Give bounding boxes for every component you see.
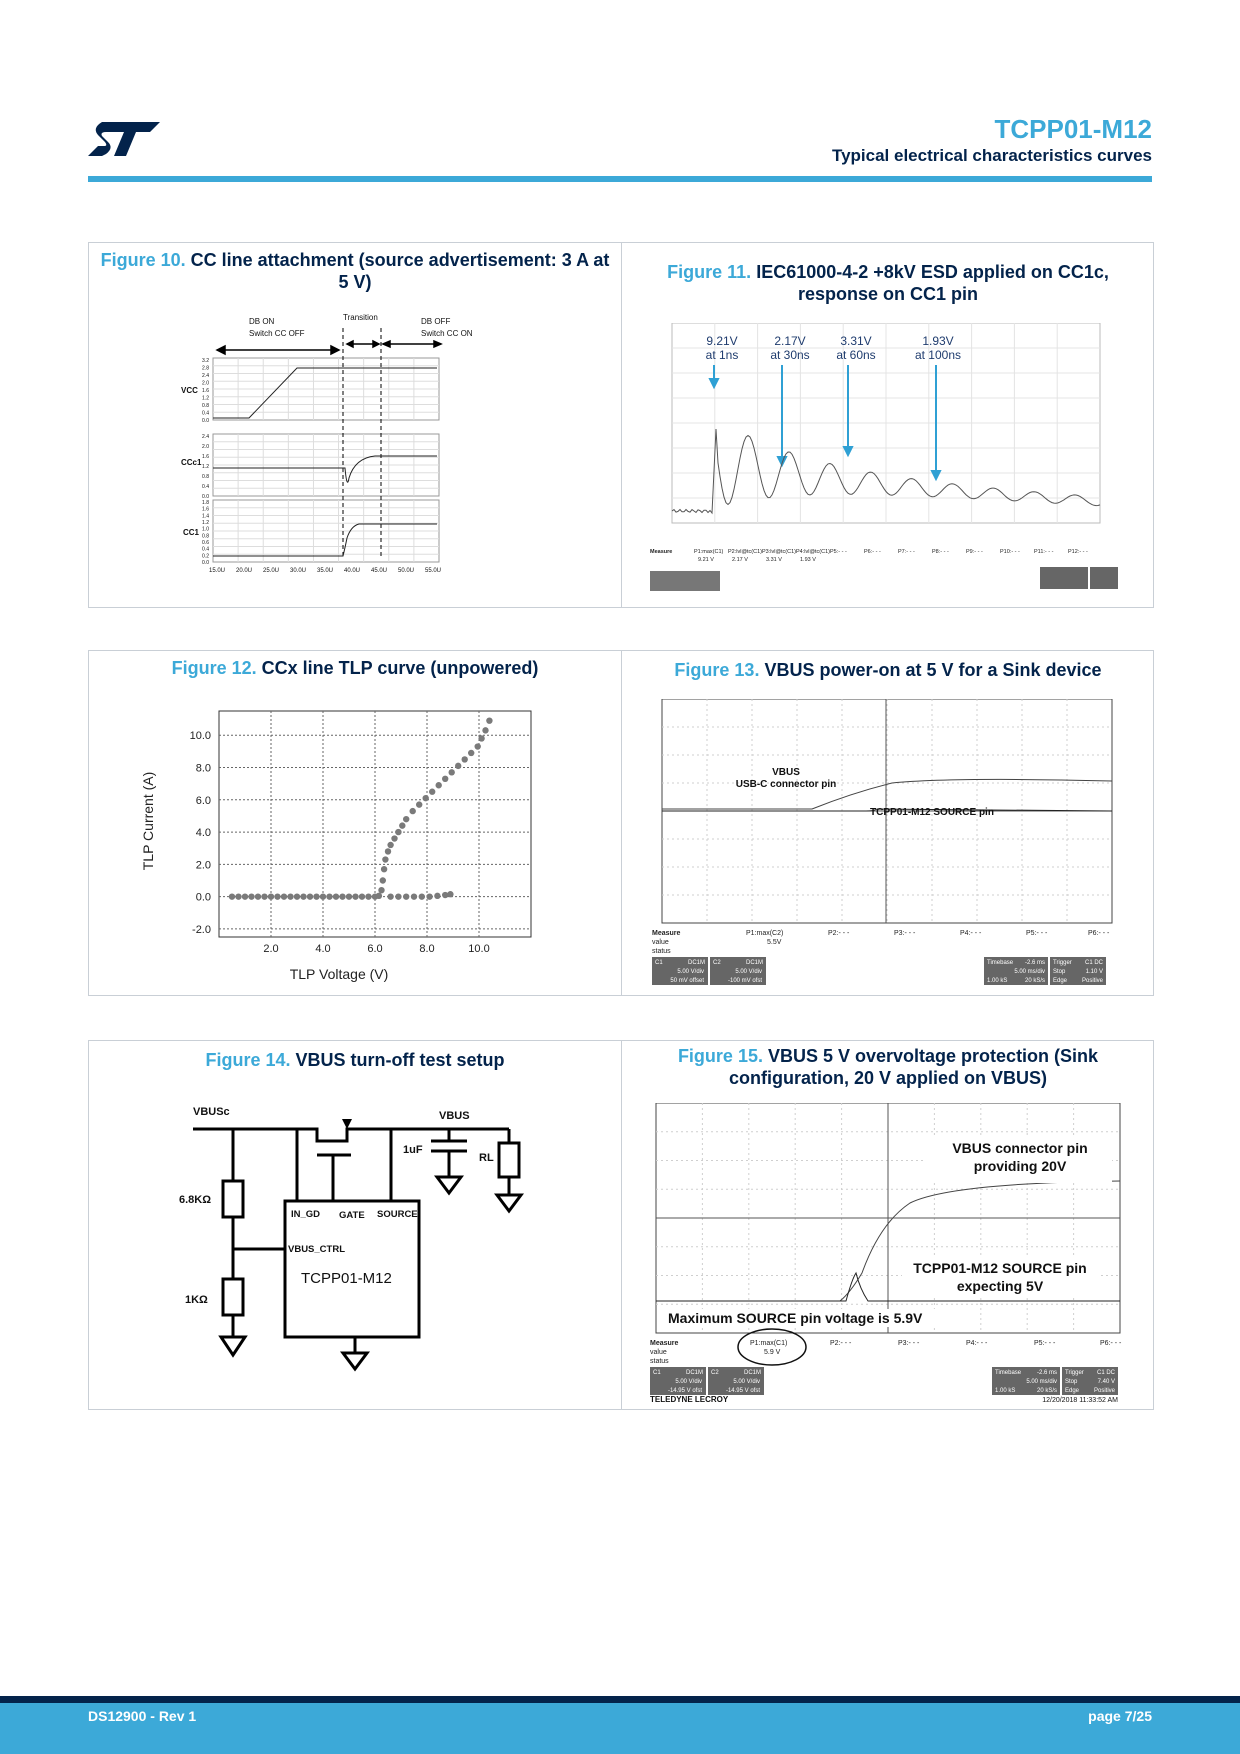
- label-r1: 6.8KΩ: [179, 1194, 212, 1206]
- data-point: [478, 735, 484, 741]
- data-point: [352, 893, 358, 899]
- y-tick-label: 1.2: [202, 520, 209, 526]
- x-tick-label: 20.0U: [235, 568, 253, 574]
- data-point: [385, 848, 391, 854]
- figure-number: Figure 11.: [667, 262, 752, 282]
- figure-title: CC line attachment (source advertisement: 3 A at 5 V): [190, 250, 610, 292]
- data-point: [381, 866, 387, 872]
- data-point: [255, 893, 261, 899]
- label-switch-off: Switch CC OFF: [249, 329, 305, 338]
- measure-param: P11:- - -: [1034, 549, 1054, 555]
- timebase-div: 5.00 ms/div: [1014, 969, 1045, 975]
- channel-coupling: DC1M: [746, 960, 764, 966]
- measure-param: P2:- - -: [828, 930, 850, 937]
- annotation-value: 1.93V: [922, 334, 954, 348]
- channel-name: C1: [655, 960, 663, 966]
- y-tick-label: 0.4: [202, 546, 209, 553]
- y-tick-label: 0.8: [202, 533, 209, 540]
- data-point: [416, 801, 422, 807]
- data-point: [449, 769, 455, 775]
- data-point: [403, 816, 409, 822]
- data-point: [235, 893, 241, 899]
- data-point: [339, 893, 345, 899]
- trigger-label: Trigger: [1053, 960, 1072, 966]
- y-tick-label: 3.2: [202, 358, 209, 364]
- measure-value-label: value: [652, 939, 669, 946]
- section-title: Typical electrical characteristics curves: [831, 146, 1152, 165]
- y-tick-label: 8.0: [195, 762, 211, 775]
- figure-11-scope: [650, 323, 1126, 599]
- y-tick-label: 0.0: [202, 494, 209, 500]
- x-tick-label: 10.0: [468, 943, 490, 955]
- figure-title: VBUS turn-off test setup: [295, 1050, 505, 1070]
- label-cc1: CC1: [183, 528, 200, 537]
- data-point: [395, 829, 401, 835]
- y-tick-label: 2.4: [202, 434, 209, 440]
- measure-param: P4:- - -: [960, 930, 982, 937]
- data-point: [300, 893, 306, 899]
- channel-coupling: DC1M: [686, 1370, 704, 1376]
- channel-name: C2: [711, 1370, 719, 1376]
- measure-param: P5:- - -: [1034, 1340, 1056, 1347]
- annotation-value: 2.17V: [774, 334, 806, 348]
- channel-offset: -14.95 V ofst: [725, 1388, 760, 1394]
- pin-source: SOURCE: [377, 1209, 418, 1220]
- data-point: [426, 893, 432, 899]
- y-tick-label: 1.0: [202, 526, 209, 533]
- trigger-state: Stop: [1065, 1379, 1078, 1385]
- x-tick-label: 55.0U: [424, 568, 442, 574]
- data-point: [387, 842, 393, 848]
- data-point: [403, 893, 409, 899]
- measure-param: P3:- - -: [894, 930, 916, 937]
- x-tick-label: 25.0U: [262, 568, 280, 574]
- figure-title: VBUS power-on at 5 V for a Sink device: [764, 660, 1102, 680]
- chart-xlabel: TLP Voltage (V): [289, 966, 389, 982]
- figure-15-scope: [650, 1103, 1130, 1403]
- figure-row-1: [88, 242, 1154, 608]
- channel-name: C1: [653, 1370, 661, 1376]
- trigger-type: Edge: [1053, 978, 1068, 984]
- data-point: [486, 717, 492, 723]
- measure-value: 9.21 V: [698, 557, 714, 563]
- data-point: [359, 893, 365, 899]
- channel-offset: -100 mV ofst: [727, 978, 762, 984]
- label-vbus: VBUS: [439, 1110, 470, 1122]
- x-tick-label: 6.0: [367, 943, 383, 955]
- data-point: [365, 893, 371, 899]
- y-tick-label: 0.4: [202, 410, 209, 417]
- scope-brand: TELEDYNE LECROY: [650, 1395, 729, 1403]
- data-point: [436, 782, 442, 788]
- measure-p1-value: 5.9 V: [764, 1349, 781, 1356]
- data-point: [387, 893, 393, 899]
- measure-value-label: value: [650, 1349, 667, 1356]
- x-tick-label: 2.0: [263, 943, 279, 955]
- figure-10-caption: [99, 249, 611, 293]
- label-db-off: DB OFF: [421, 317, 451, 326]
- y-tick-label: 2.0: [195, 859, 211, 872]
- figure-15: [621, 1041, 1154, 1409]
- figure-title: IEC61000-4-2 +8kV ESD applied on CC1c, response on CC1 pin: [756, 262, 1109, 304]
- figure-number: Figure 12.: [171, 658, 257, 678]
- data-point: [391, 835, 397, 841]
- pin-gate: GATE: [339, 1210, 365, 1221]
- trigger-level: 1.10 V: [1085, 969, 1103, 975]
- measure-label: Measure: [652, 930, 681, 937]
- channel-scale: 5.00 V/div: [733, 1379, 760, 1385]
- timebase-rate: 20 kS/s: [1024, 978, 1045, 984]
- measure-param: P6:- - -: [1088, 930, 1110, 937]
- x-tick-label: 35.0U: [316, 568, 334, 574]
- data-point: [380, 877, 386, 883]
- figure-title: VBUS 5 V overvoltage protection (Sink configuration, 20 V applied on VBUS): [728, 1046, 1099, 1088]
- measure-param: P2:- - -: [830, 1340, 852, 1347]
- timebase-delay: -2.6 ms: [1024, 960, 1045, 966]
- y-tick-label: 0.0: [202, 418, 209, 424]
- data-point: [429, 789, 435, 795]
- trigger-state: Stop: [1053, 969, 1066, 975]
- data-point: [378, 887, 384, 893]
- x-tick-label: 50.0U: [397, 568, 415, 574]
- y-tick-label: 0.8: [202, 474, 209, 480]
- y-tick-label: 0.0: [195, 891, 211, 904]
- label-vbus-pin: VBUS connector pin: [952, 1140, 1088, 1156]
- data-point: [248, 893, 254, 899]
- tlp-chart: [139, 701, 579, 983]
- timebase-label: Timebase: [995, 1370, 1022, 1376]
- data-point: [434, 893, 440, 899]
- x-tick-label: 30.0U: [289, 568, 307, 574]
- annotation-value: 3.31V: [840, 334, 872, 348]
- channel-coupling: DC1M: [688, 960, 706, 966]
- timebase-div: 5.00 ms/div: [1026, 1379, 1057, 1385]
- figure-row-2: [88, 650, 1154, 996]
- data-point: [261, 893, 267, 899]
- channel-offset: 50 mV offset: [670, 978, 704, 984]
- measure-param: P3:- - -: [898, 1340, 920, 1347]
- header-rule: [88, 176, 1152, 182]
- annotation-time: at 100ns: [914, 348, 962, 362]
- data-point: [411, 893, 417, 899]
- channel-scale: 5.00 V/div: [677, 969, 704, 975]
- annotation-time: at 30ns: [770, 348, 810, 362]
- figure-12-caption: [99, 657, 611, 679]
- x-tick-label: 45.0U: [370, 568, 388, 574]
- measure-value: 1.93 V: [800, 557, 816, 563]
- data-point: [447, 891, 453, 897]
- x-tick-label: 40.0U: [343, 568, 361, 574]
- timebase-samples: 1.00 kS: [987, 978, 1008, 984]
- figure-number: Figure 14.: [205, 1050, 291, 1070]
- data-point: [410, 808, 416, 814]
- measure-param: P12:- - -: [1068, 549, 1088, 555]
- footer-page-number: page 7/25: [1088, 1708, 1152, 1724]
- y-tick-label: 2.8: [202, 365, 209, 372]
- data-point: [229, 893, 235, 899]
- data-point: [399, 822, 405, 828]
- label-max-voltage: Maximum SOURCE pin voltage is 5.9V: [668, 1310, 923, 1326]
- y-tick-label: 2.0: [202, 380, 209, 387]
- timebase-label: Timebase: [987, 960, 1014, 966]
- measure-label: Measure: [650, 549, 673, 555]
- label-ccc1: CCc1: [181, 458, 202, 467]
- measure-param: P5:- - -: [1026, 930, 1048, 937]
- figure-14-schematic: [149, 1097, 569, 1397]
- data-point: [274, 893, 280, 899]
- data-point: [268, 893, 274, 899]
- figure-title: CCx line TLP curve (unpowered): [261, 658, 539, 678]
- measure-param: P10:- - -: [1000, 549, 1020, 555]
- label-r2: 1KΩ: [185, 1294, 208, 1306]
- timebase-samples: 1.00 kS: [995, 1388, 1016, 1394]
- scope-timestamp: 12/20/2018 11:33:52 AM: [1042, 1397, 1118, 1403]
- y-tick-label: 1.6: [202, 388, 209, 394]
- y-tick-label: 0.2: [202, 553, 209, 560]
- label-vbusc: VBUSc: [193, 1106, 230, 1118]
- x-tick-label: 15.0U: [208, 568, 226, 574]
- measure-p1: P1:max(C1): [750, 1340, 788, 1347]
- data-point: [455, 763, 461, 769]
- y-tick-label: 0.0: [202, 560, 209, 566]
- data-point: [395, 893, 401, 899]
- measure-status-label: status: [652, 948, 671, 955]
- measure-param: P4:lvl@tc(C1): [796, 549, 831, 555]
- y-tick-label: 1.2: [202, 464, 209, 470]
- data-point: [294, 893, 300, 899]
- figure-13: [621, 651, 1154, 995]
- y-tick-label: -2.0: [192, 923, 211, 936]
- footer-rule: [0, 1696, 1240, 1703]
- figure-11-caption: [632, 261, 1144, 305]
- data-point: [313, 893, 319, 899]
- measure-param: P6:- - -: [1100, 1340, 1122, 1347]
- measure-param: P7:- - -: [898, 549, 915, 555]
- trigger-type: Edge: [1065, 1388, 1080, 1394]
- trigger-mode: C1 DC: [1084, 960, 1103, 966]
- figure-11: [621, 243, 1154, 607]
- timebase-delay: -2.6 ms: [1036, 1370, 1057, 1376]
- data-point: [320, 893, 326, 899]
- channel-name: C2: [713, 960, 721, 966]
- figure-12: [89, 651, 621, 995]
- figure-row-3: [88, 1040, 1154, 1410]
- label-source-pin: TCPP01-M12 SOURCE pin: [870, 807, 994, 818]
- label-transition: Transition: [343, 313, 378, 322]
- footer-doc-id: DS12900 - Rev 1: [88, 1708, 197, 1724]
- data-point: [442, 776, 448, 782]
- data-point: [281, 893, 287, 899]
- label-expecting: expecting 5V: [956, 1278, 1044, 1294]
- trigger-label: Trigger: [1065, 1370, 1084, 1376]
- measure-value: 3.31 V: [766, 557, 782, 563]
- data-point: [333, 893, 339, 899]
- figure-number: Figure 10.: [100, 250, 186, 270]
- x-tick-label: 4.0: [315, 943, 331, 955]
- measure-p1-value: 5.5V: [767, 939, 782, 946]
- data-point: [475, 743, 481, 749]
- channel-scale: 5.00 V/div: [735, 969, 762, 975]
- figure-13-caption: [632, 659, 1144, 681]
- data-point: [419, 893, 425, 899]
- measure-label: Measure: [650, 1340, 679, 1347]
- data-point: [346, 893, 352, 899]
- pin-in-gd: IN_GD: [291, 1209, 321, 1220]
- label-vcc: VCC: [181, 386, 198, 395]
- figure-14: [89, 1041, 621, 1409]
- y-tick-label: 10.0: [189, 730, 211, 743]
- data-point: [326, 893, 332, 899]
- label-db-on: DB ON: [249, 317, 275, 326]
- st-logo: [88, 118, 160, 158]
- data-point: [462, 756, 468, 762]
- trigger-slope: Positive: [1093, 1388, 1115, 1394]
- figure-13-scope: [652, 699, 1128, 989]
- y-tick-label: 1.2: [202, 395, 209, 402]
- figure-14-caption: [99, 1049, 611, 1071]
- annotation-time: at 60ns: [836, 348, 876, 362]
- figure-15-caption: [632, 1045, 1144, 1089]
- label-rl: RL: [479, 1152, 494, 1164]
- measure-param: P1:max(C1): [694, 549, 724, 555]
- label-usbc-pin: USB-C connector pin: [735, 779, 837, 790]
- y-tick-label: 2.0: [202, 444, 209, 450]
- y-tick-label: 1.6: [202, 454, 209, 460]
- figure-10: [89, 243, 621, 607]
- label-vbus: VBUS: [772, 767, 800, 778]
- measure-status-label: status: [650, 1358, 669, 1365]
- y-tick-label: 6.0: [195, 794, 211, 807]
- annotation-time: at 1ns: [705, 348, 739, 362]
- data-point: [287, 893, 293, 899]
- y-tick-label: 0.8: [202, 403, 209, 409]
- y-tick-label: 1.6: [202, 506, 209, 513]
- measure-param: P4:- - -: [966, 1340, 988, 1347]
- data-point: [376, 893, 382, 899]
- label-switch-on: Switch CC ON: [421, 329, 473, 338]
- measure-param: P8:- - -: [932, 549, 949, 555]
- figure-10-plot: [179, 308, 509, 598]
- label-providing: providing 20V: [973, 1158, 1067, 1174]
- y-tick-label: 1.8: [202, 500, 209, 506]
- measure-p1: P1:max(C2): [746, 930, 784, 937]
- data-point: [468, 750, 474, 756]
- trigger-slope: Positive: [1081, 978, 1103, 984]
- data-point: [307, 893, 313, 899]
- measure-param: P6:- - -: [864, 549, 881, 555]
- figure-number: Figure 15.: [677, 1046, 763, 1066]
- timebase-rate: 20 kS/s: [1036, 1388, 1057, 1394]
- measure-param: P2:lvl@tc(C1): [728, 549, 763, 555]
- data-point: [382, 856, 388, 862]
- trigger-mode: C1 DC: [1096, 1370, 1115, 1376]
- measure-param: P9:- - -: [966, 549, 983, 555]
- trigger-level: 7.40 V: [1097, 1379, 1115, 1385]
- annotation-value: 9.21V: [706, 334, 738, 348]
- data-point: [242, 893, 248, 899]
- figure-number: Figure 13.: [674, 660, 760, 680]
- measure-param: P3:lvl@tc(C1): [762, 549, 797, 555]
- data-point: [482, 727, 488, 733]
- channel-coupling: DC1M: [744, 1370, 762, 1376]
- channel-offset: -14.95 V ofst: [667, 1388, 702, 1394]
- data-point: [423, 795, 429, 801]
- measure-value: 2.17 V: [732, 557, 748, 563]
- chart-ylabel: TLP Current (A): [140, 771, 156, 871]
- y-tick-label: 1.4: [202, 513, 209, 520]
- label-cap: 1uF: [403, 1144, 423, 1156]
- x-tick-label: 8.0: [419, 943, 435, 955]
- y-tick-label: 0.4: [202, 484, 209, 490]
- document-title: TCPP01-M12: [994, 114, 1152, 144]
- measure-param: P5:- - -: [830, 549, 847, 555]
- chip-name: TCPP01-M12: [301, 1270, 392, 1287]
- label-source-pin: TCPP01-M12 SOURCE pin: [913, 1260, 1087, 1276]
- channel-scale: 5.00 V/div: [675, 1379, 702, 1385]
- y-tick-label: 2.4: [202, 373, 209, 379]
- y-tick-label: 0.6: [202, 540, 209, 546]
- y-tick-label: 4.0: [195, 827, 211, 840]
- pin-vbus-ctrl: VBUS_CTRL: [288, 1244, 346, 1255]
